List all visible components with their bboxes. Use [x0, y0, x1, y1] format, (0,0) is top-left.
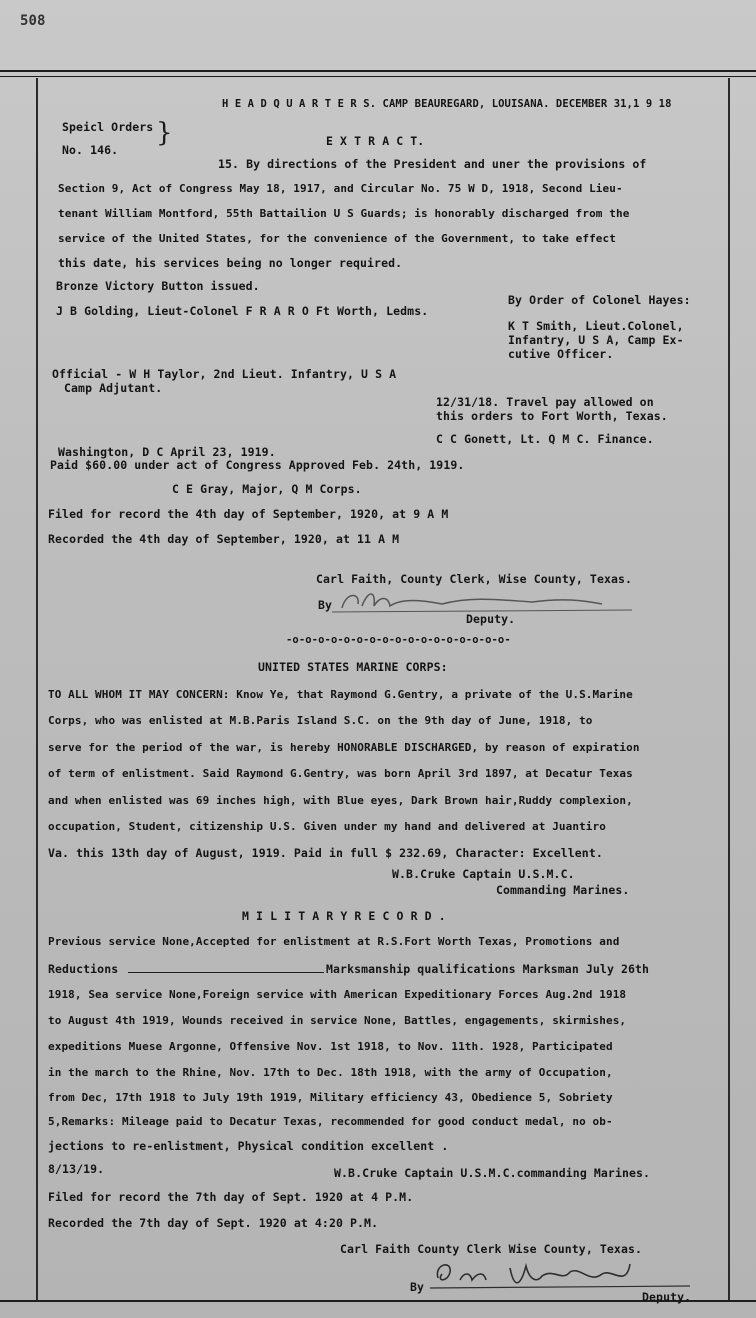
marine-heading: UNITED STATES MARINE CORPS:	[258, 660, 448, 674]
marine-body-line: TO ALL WHOM IT MAY CONCERN: Know Ye, that Raymond G.Gentry, a private of the U.S.Marine	[48, 688, 633, 701]
washington-line: Washington, D C April 23, 1919.	[58, 445, 276, 459]
orders-line-2: No. 146.	[62, 143, 119, 157]
military-deputy-signature	[430, 1258, 690, 1294]
brace-icon: }	[156, 118, 173, 148]
official-line: Official - W H Taylor, 2nd Lieut. Infantry, U S A	[52, 367, 397, 381]
military-cruke: W.B.Cruke Captain U.S.M.C.commanding Marines.	[334, 1166, 651, 1180]
military-date: 8/13/19.	[48, 1162, 105, 1176]
clerk-line: Carl Faith, County Clerk, Wise County, Texas.	[316, 572, 633, 586]
divider: -o-o-o-o-o-o-o-o-o-o-o-o-o-o-o-o-o-	[286, 634, 511, 646]
smith-line: K T Smith, Lieut.Colonel,	[508, 319, 684, 333]
orders-line-1: Speicl Orders	[62, 120, 154, 134]
recorded-line: Recorded the 4th day of September, 1920, at 11 A M	[48, 532, 400, 546]
left-margin-rule	[36, 78, 38, 1300]
golding-line: J B Golding, Lieut-Colonel F R A R O Ft Worth, Ledms.	[56, 304, 429, 318]
marine-body-line: occupation, Student, citizenship U.S. Given under my hand and delivered at Juantiro	[48, 820, 606, 833]
military-body-line: 5,Remarks: Mileage paid to Decatur Texas, recommended for good conduct medal, no ob-	[48, 1115, 613, 1128]
by-label: By	[318, 598, 333, 612]
hq-body-line: 15. By directions of the President and uner the provisions of	[218, 157, 647, 171]
military-body-line: Previous service None,Accepted for enlistment at R.S.Fort Worth Texas, Promotions and	[48, 935, 620, 948]
hq-body-line: Section 9, Act of Congress May 18, 1917, and Circular No. 75 W D, 1918, Second Lieu-	[58, 182, 623, 195]
marine-body-line: Corps, who was enlisted at M.B.Paris Island S.C. on the 9th day of June, 1918, to	[48, 714, 593, 727]
military-body-line: expeditions Muese Argonne, Offensive Nov. 1st 1918, to Nov. 11th. 1928, Participated	[48, 1040, 613, 1053]
marine-body-line: and when enlisted was 69 inches high, with Blue eyes, Dark Brown hair,Ruddy complexion,	[48, 794, 633, 807]
bronze-button: Bronze Victory Button issued.	[56, 279, 260, 293]
smith-line: Infantry, U S A, Camp Ex-	[508, 333, 684, 347]
by-order: By Order of Colonel Hayes:	[508, 293, 691, 307]
travel-line: 12/31/18. Travel pay allowed on	[436, 395, 654, 409]
hq-body-line: service of the United States, for the convenience of the Government, to take effect	[58, 232, 616, 245]
blank-rule	[128, 972, 324, 973]
military-body-line: in the march to the Rhine, Nov. 17th to Dec. 18th 1918, with the army of Occupation,	[48, 1066, 613, 1079]
marine-body-line: of term of enlistment. Said Raymond G.Gentry, was born April 3rd 1897, at Decatur Texas	[48, 767, 633, 780]
hq-body-line: tenant William Montford, 55th Battailion U S Guards; is honorably discharged from the	[58, 207, 630, 220]
marine-body-line: serve for the period of the war, is hereby HONORABLE DISCHARGED, by reason of expiration	[48, 741, 640, 754]
military-body-line: jections to re-enlistment, Physical condition excellent .	[48, 1139, 449, 1153]
hq-heading: H E A D Q U A R T E R S. CAMP BEAUREGARD, LOUISANA. DECEMBER 31,1 9 18	[222, 98, 672, 110]
cruke-line: Commanding Marines.	[496, 883, 630, 897]
smith-line: cutive Officer.	[508, 347, 614, 361]
gray-line: C E Gray, Major, Q M Corps.	[172, 482, 362, 496]
cruke-line: W.B.Cruke Captain U.S.M.C.	[392, 867, 575, 881]
military-body-line: Marksmanship qualifications Marksman July 26th	[326, 962, 650, 976]
filed-line: Filed for record the 4th day of September, 1920, at 9 A M	[48, 507, 449, 521]
military-deputy-label: Deputy.	[642, 1290, 692, 1304]
military-recorded: Recorded the 7th day of Sept. 1920 at 4:20 P.M.	[48, 1216, 379, 1230]
top-rule	[0, 70, 756, 72]
military-by-label: By	[410, 1280, 425, 1294]
military-filed: Filed for record the 7th day of Sept. 1920 at 4 P.M.	[48, 1190, 414, 1204]
deputy-label: Deputy.	[466, 612, 516, 626]
hq-body-line: this date, his services being no longer required.	[58, 256, 403, 270]
extract-heading: E X T R A C T.	[326, 134, 425, 148]
right-margin-rule	[728, 78, 730, 1300]
marine-body-line: Va. this 13th day of August, 1919. Paid in full $ 232.69, Character: Excellent.	[48, 846, 603, 860]
military-heading: M I L I T A R Y R E C O R D .	[242, 909, 446, 923]
military-body-line: Reductions	[48, 962, 119, 976]
top-rule-thin	[0, 76, 756, 77]
page-number: 508	[20, 13, 46, 29]
travel-line: this orders to Fort Worth, Texas.	[436, 409, 668, 423]
military-body-line: 1918, Sea service None,Foreign service with American Expeditionary Forces Aug.2nd 1918	[48, 988, 627, 1001]
military-clerk: Carl Faith County Clerk Wise County, Texas.	[340, 1242, 643, 1256]
military-body-line: to August 4th 1919, Wounds received in service None, Battles, engagements, skirmishes,	[48, 1014, 627, 1027]
military-body-line: from Dec, 17th 1918 to July 19th 1919, Military efficiency 43, Obedience 5, Sobriety	[48, 1091, 613, 1104]
gonett-line: C C Gonett, Lt. Q M C. Finance.	[436, 432, 654, 446]
paid-line: Paid $60.00 under act of Congress Approved Feb. 24th, 1919.	[50, 458, 465, 472]
official-line: Camp Adjutant.	[64, 381, 163, 395]
